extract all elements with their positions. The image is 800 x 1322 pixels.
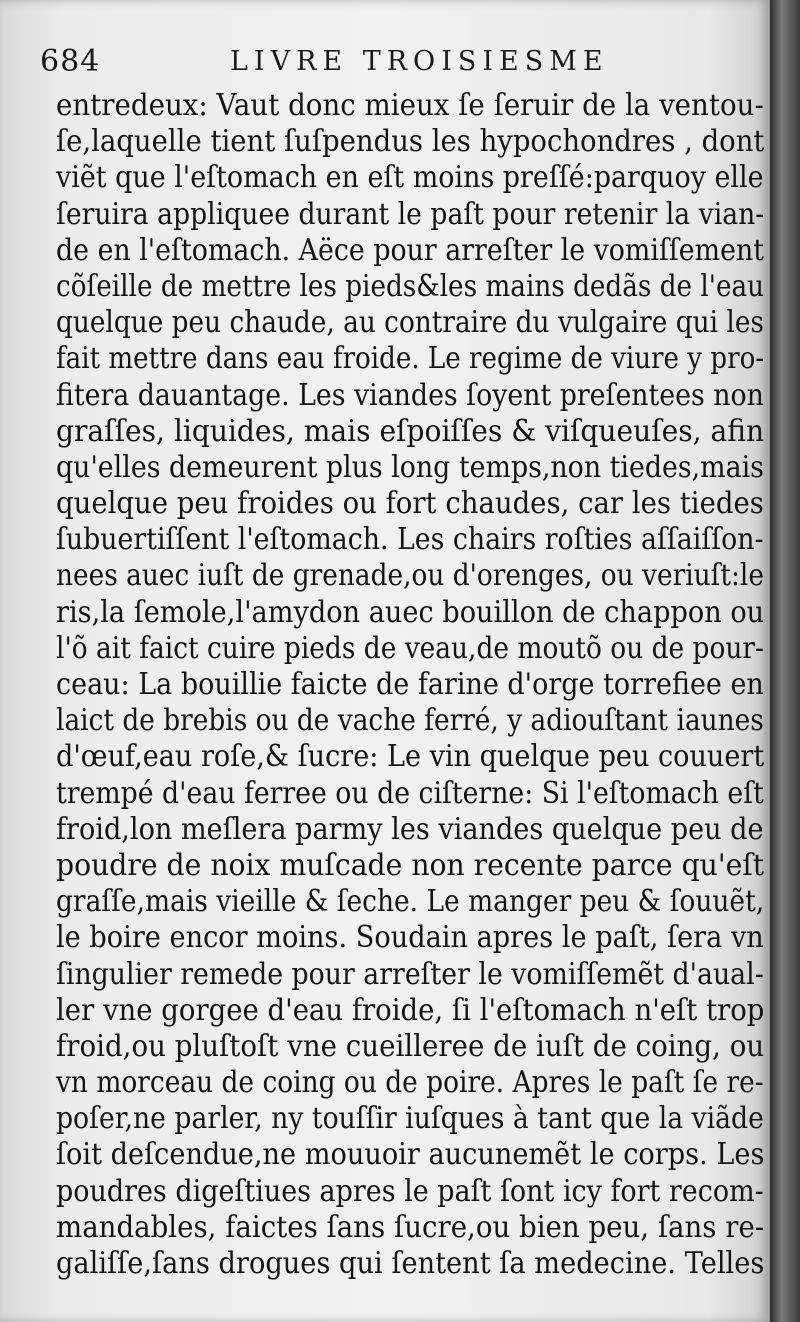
text-line: viẽt que l'eſtomach en eſt moins preſſé:parquoy elle [56,160,764,196]
text-line: mandables, faictes ſans ſucre,ou bien peu, ſans re- [56,1209,765,1245]
text-line: vn morceau de coing ou de poire. Apres le paſt ſe re- [56,1065,764,1101]
text-line: d'œuf,eau roſe,& ſucre: Le vin quelque peu couuert [56,739,765,775]
text-line: graſſe,mais vieille & ſeche. Le manger peu & ſouuẽt, [56,884,765,920]
text-line: quelque peu froides ou fort chaudes, car les tiedes [56,486,764,522]
page-number: 684 [40,44,101,79]
text-line: entredeux: Vaut donc mieux ſe ſeruir de la ventou- [56,88,764,123]
text-line: ceau: La bouillie faicte de farine d'orge torrefiee en [56,667,764,702]
text-line: nees auec iuſt de grenade,ou d'orenges, ou veriuſt:le [56,558,764,594]
text-line: froid,lon meſlera parmy les viandes quelque peu de [56,811,764,847]
text-line: quelque peu chaude, au contraire du vulgaire qui les [56,305,764,341]
text-line: de en l'eſtomach. Aëce pour arreſter le vomiſſement [56,232,765,268]
text-line: ler vne gorgee d'eau froide, ſi l'eſtomach n'eſt trop [56,992,765,1028]
text-line: ſingulier remede pour arreſter le vomiſſemẽt d'aual- [56,956,764,992]
text-line: poudre de noix muſcade non recente parce qu'eſt [56,847,765,883]
text-line: qu'elles demeurent plus long temps,non tiedes,mais [56,449,764,485]
page-binding-edge [770,0,800,1322]
text-line: fait mettre dans eau froide. Le regime de viure y pro- [56,341,765,377]
text-line: fitera dauantage. Les viandes ſoyent preſentees non [56,377,764,413]
text-line: ſoit deſcendue,ne mouuoir aucunemẽt le corps. Les [56,1137,765,1173]
text-line: froid,ou pluſtoſt vne cueilleree de iuſt de coing, ou [56,1028,765,1064]
text-line: graſſes, liquides, mais eſpoiſſes & viſqueuſes, afin [56,413,765,449]
text-line: poſer,ne parler, ny touſſir iuſques à tant que la viãde [56,1101,764,1137]
text-line: galiſſe,ſans drogues qui ſentent ſa medecine. Telles [56,1246,765,1281]
text-line: l'õ ait faict cuire pieds de veau,de moutõ ou de pour- [56,630,764,666]
text-line: ſeruira appliquee durant le paſt pour retenir la vian- [56,196,765,232]
running-title: LIVRE TROISIESME [230,46,609,77]
text-line: poudres digeſtiues apres le paſt ſont icy fort recom- [56,1173,764,1209]
text-line: trempé d'eau ferree ou de ciſterne: Si l'eſtomach eſt [56,775,764,811]
page-header [40,44,760,84]
text-line: ſubuertiſſent l'eſtomach. Les chairs roſties aſſaiſſon- [56,522,764,558]
text-line: le boire encor moins. Soudain apres le paſt, ſera vn [56,920,764,956]
text-line: laict de brebis ou de vache ferré, y adiouſtant iaunes [56,703,764,739]
text-line: ris,la ſemole,l'amydon auec bouillon de chappon ou [56,594,765,630]
text-line: ſe,laquelle tient ſuſpendus les hypochondres , dont [56,124,765,160]
text-line: cõſeille de mettre les pieds&les mains dedãs de l'eau [56,268,765,304]
body-text [56,88,770,1282]
